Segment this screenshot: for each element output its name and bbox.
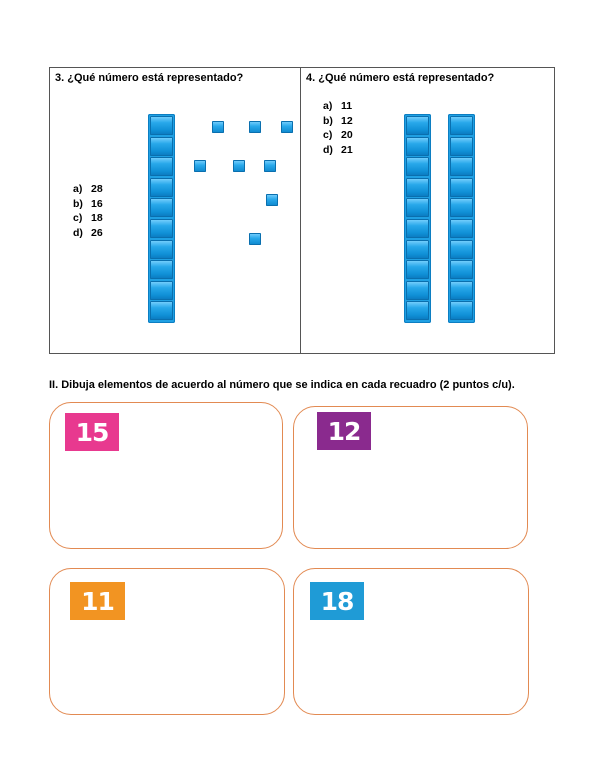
rod-cell [450,137,473,156]
option-a[interactable]: a) 28 [73,183,103,195]
rod-cell [150,260,173,279]
tens-rod [148,114,175,323]
unit-cube [249,121,261,133]
rod-cell [150,116,173,135]
unit-cube [264,160,276,172]
rod-cell [450,198,473,217]
option-d[interactable]: d) 26 [73,227,103,240]
unit-cube [212,121,224,133]
tens-rod [448,114,475,323]
rod-cell [406,240,429,259]
rod-cell [450,301,473,320]
question-3-title: 3. ¿Qué número está representado? [55,72,244,84]
rod-cell [450,219,473,238]
rod-cell [450,240,473,259]
table-divider [300,68,301,353]
rod-cell [406,178,429,197]
option-b[interactable]: b) 12 [323,114,353,127]
rod-cell [450,260,473,279]
question-3-options [73,182,103,241]
rod-cell [150,219,173,238]
rod-cell [150,137,173,156]
unit-cube [281,121,293,133]
section-2-instruction: II. Dibuja elementos de acuerdo al número que se indica en cada recuadro (2 puntos c/u). [49,379,515,391]
rod-cell [406,301,429,320]
drawing-box-11[interactable] [49,568,285,715]
option-b[interactable]: b) 16 [73,197,103,210]
option-a[interactable]: a) 11 [323,100,353,112]
question-4-title: 4. ¿Qué número está representado? [306,72,495,84]
number-badge: 11 [70,582,125,620]
rod-cell [450,157,473,176]
number-badge: 12 [317,412,371,450]
rod-cell [406,219,429,238]
option-c[interactable]: c) 20 [323,129,353,142]
rod-cell [406,281,429,300]
rod-cell [150,178,173,197]
unit-cube [194,160,206,172]
rod-cell [150,301,173,320]
rod-cell [406,260,429,279]
rod-cell [406,116,429,135]
unit-cube [233,160,245,172]
rod-cell [150,157,173,176]
rod-cell [150,240,173,259]
tens-rod [404,114,431,323]
number-badge: 15 [65,413,119,451]
rod-cell [150,198,173,217]
drawing-box-12[interactable] [293,406,528,549]
question-4-options [323,99,353,158]
unit-cube [266,194,278,206]
drawing-box-18[interactable] [293,568,529,715]
questions-table [49,67,555,354]
rod-cell [450,116,473,135]
option-c[interactable]: c) 18 [73,212,103,225]
number-badge: 18 [310,582,364,620]
rod-cell [406,157,429,176]
rod-cell [406,137,429,156]
rod-cell [150,281,173,300]
drawing-box-15[interactable] [49,402,283,549]
unit-cube [249,233,261,245]
rod-cell [450,281,473,300]
rod-cell [406,198,429,217]
option-d[interactable]: d) 21 [323,144,353,157]
rod-cell [450,178,473,197]
